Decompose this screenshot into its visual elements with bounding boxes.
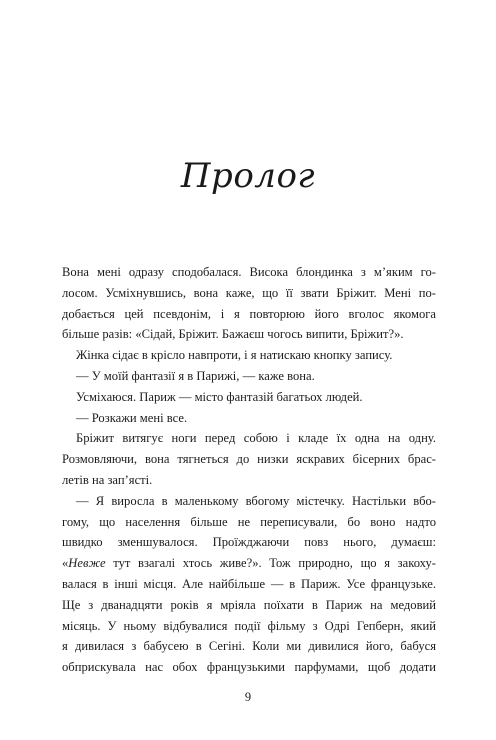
text-line: — Розкажи мені все. — [76, 410, 188, 425]
text-line: Вона мені одразу сподобалася. Висока блондинка з м’яким го- — [62, 265, 436, 279]
text-line: летів на зап’ясті. — [62, 472, 153, 487]
text-line: Бріжит витягує ноги перед собою і кладе їх одна на одну. — [76, 431, 436, 446]
text-line: Жінка сідає в крісло навпроти, і я натискаю кнопку запису. — [76, 348, 393, 363]
text-line: Розмовляючи, вона тягнеться до низки яскравих бісерних брас- — [62, 452, 436, 467]
text-line: місяць. У ньому відбувалися події фільму з Одрі Гепберн, який — [62, 618, 436, 633]
text-line: більше разів: «Сідай, Бріжит. Бажаєш чогось випити, Бріжит?». — [62, 327, 404, 342]
text-line: обприскувала нас обох французькими парфумами, щоб додати — [62, 660, 436, 675]
text-line: Ще з дванадцяти років я мріяла поїхати в Париж на медовий — [62, 597, 436, 612]
text-line: гому, що населення більше не переписували, бо воно надто — [62, 514, 436, 529]
text-line: «Невже тут взагалі хтось живе?». Тож природно, що я закоху- — [62, 556, 436, 571]
body-text — [62, 262, 436, 678]
text-line: лосом. Усміхнувшись, вона каже, що її звати Бріжит. Мені по- — [62, 285, 436, 300]
text-line: швидко зменшувалося. Проїжджаючи повз нього, думаєш: — [62, 535, 436, 550]
text-line: — У моїй фантазії я в Парижі, — каже вона. — [76, 368, 315, 383]
chapter-title: Пролог — [180, 156, 316, 196]
text-line: валася в інші місця. Але найбільше — в Париж. Усе французьке. — [62, 576, 436, 591]
text-line: — Я виросла в маленькому вбогому містечку. Настільки вбо- — [76, 493, 436, 508]
text-line: Усміхаюся. Париж — місто фантазій багатьох людей. — [76, 389, 363, 404]
text-line: добається цей псевдонім, і я повторюю його вголос якомога — [62, 306, 436, 321]
page-number: 9 — [244, 690, 252, 704]
text-line: я дивилася з бабусею в Сегіні. Коли ми дивилися його, бабуся — [62, 639, 436, 654]
